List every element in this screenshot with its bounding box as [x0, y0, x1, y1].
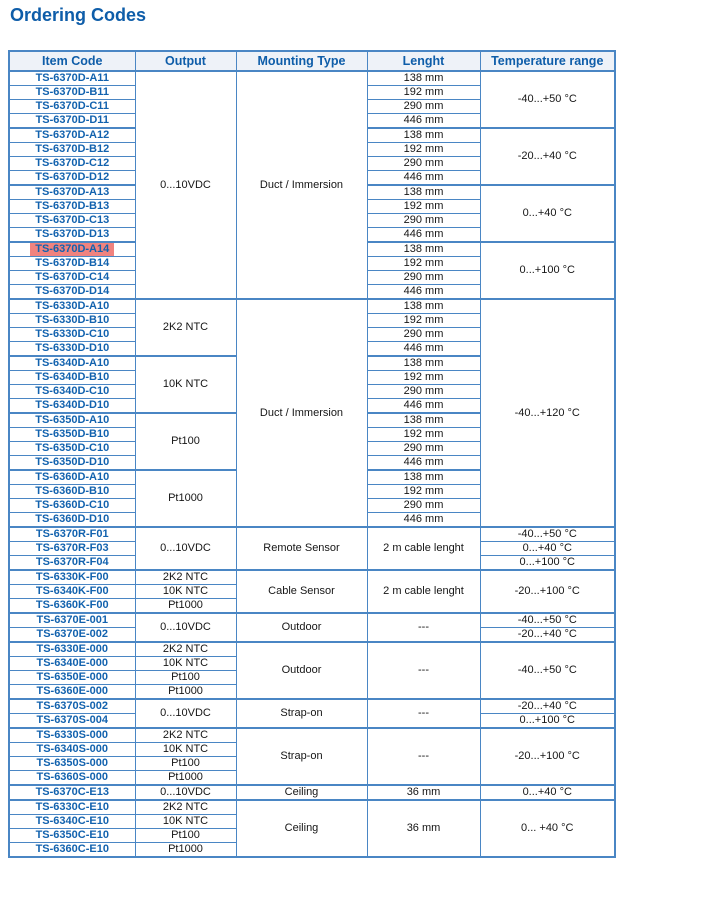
temp-cell: 0...+40 °C [480, 542, 615, 556]
code-cell: TS-6330D-A10 [9, 299, 135, 314]
output-cell: 10K NTC [135, 356, 236, 413]
mounting-cell: Strap-on [236, 699, 367, 728]
temp-cell: 0...+40 °C [480, 185, 615, 242]
code-cell: TS-6360D-D10 [9, 513, 135, 528]
code-cell: TS-6370R-F04 [9, 556, 135, 571]
code-cell: TS-6370D-B11 [9, 86, 135, 100]
code-cell: TS-6340C-E10 [9, 815, 135, 829]
code-cell: TS-6370D-D14 [9, 285, 135, 300]
code-cell: TS-6340E-000 [9, 657, 135, 671]
code-cell: TS-6340D-D10 [9, 399, 135, 414]
output-cell: 2K2 NTC [135, 299, 236, 356]
code-cell: TS-6370S-002 [9, 699, 135, 714]
length-cell: 192 mm [367, 485, 480, 499]
table-row [9, 570, 615, 585]
code-cell: TS-6350S-000 [9, 757, 135, 771]
table-row [9, 800, 615, 815]
length-cell: 290 mm [367, 328, 480, 342]
length-cell: --- [367, 613, 480, 642]
length-cell: 192 mm [367, 257, 480, 271]
length-cell: 290 mm [367, 157, 480, 171]
table-row [9, 527, 615, 542]
code-cell: TS-6370C-E13 [9, 785, 135, 800]
code-cell: TS-6370D-C13 [9, 214, 135, 228]
code-cell: TS-6340K-F00 [9, 585, 135, 599]
output-cell: Pt1000 [135, 470, 236, 527]
length-cell: 138 mm [367, 128, 480, 143]
temp-cell: -40...+50 °C [480, 642, 615, 699]
length-cell: 446 mm [367, 456, 480, 471]
code-cell: TS-6350D-B10 [9, 428, 135, 442]
code-cell: TS-6330C-E10 [9, 800, 135, 815]
code-cell: TS-6370R-F03 [9, 542, 135, 556]
code-cell: TS-6330D-D10 [9, 342, 135, 357]
output-cell: Pt100 [135, 671, 236, 685]
code-cell: TS-6370D-D12 [9, 171, 135, 186]
length-cell: 290 mm [367, 442, 480, 456]
length-cell: --- [367, 728, 480, 785]
length-cell: 446 mm [367, 342, 480, 357]
length-cell: 192 mm [367, 143, 480, 157]
length-cell: 192 mm [367, 428, 480, 442]
code-cell: TS-6340S-000 [9, 743, 135, 757]
code-cell: TS-6370D-A13 [9, 185, 135, 200]
length-cell: 192 mm [367, 371, 480, 385]
code-cell: TS-6330E-000 [9, 642, 135, 657]
output-cell: 10K NTC [135, 585, 236, 599]
mounting-cell: Cable Sensor [236, 570, 367, 613]
code-cell: TS-6330D-B10 [9, 314, 135, 328]
temp-cell: -40...+50 °C [480, 613, 615, 628]
output-cell: Pt100 [135, 829, 236, 843]
code-cell: TS-6370D-B12 [9, 143, 135, 157]
table-row [9, 728, 615, 743]
length-cell: 138 mm [367, 356, 480, 371]
table-row [9, 613, 615, 628]
column-header: Item Code [9, 51, 135, 71]
output-cell: 0...10VDC [135, 785, 236, 800]
table-row [9, 699, 615, 714]
code-cell: TS-6370D-D11 [9, 114, 135, 129]
code-cell: TS-6360S-000 [9, 771, 135, 786]
code-cell: TS-6370E-001 [9, 613, 135, 628]
mounting-cell: Outdoor [236, 642, 367, 699]
output-cell: 0...10VDC [135, 527, 236, 570]
page-title: Ordering Codes [10, 5, 147, 25]
mounting-cell: Duct / Immersion [236, 71, 367, 299]
column-header: Mounting Type [236, 51, 367, 71]
length-cell: 36 mm [367, 785, 480, 800]
mounting-cell: Ceiling [236, 800, 367, 857]
length-cell: 290 mm [367, 499, 480, 513]
ordering-codes-table [8, 50, 616, 858]
temp-cell: 0...+40 °C [480, 785, 615, 800]
length-cell: 290 mm [367, 214, 480, 228]
header-row [9, 51, 615, 71]
length-cell: 446 mm [367, 114, 480, 129]
length-cell: 138 mm [367, 470, 480, 485]
length-cell: --- [367, 642, 480, 699]
code-cell: TS-6370D-C12 [9, 157, 135, 171]
column-header: Output [135, 51, 236, 71]
output-cell: 2K2 NTC [135, 642, 236, 657]
temp-cell: 0...+100 °C [480, 242, 615, 299]
length-cell: 138 mm [367, 71, 480, 86]
code-cell: TS-6330K-F00 [9, 570, 135, 585]
length-cell: 446 mm [367, 399, 480, 414]
output-cell: 0...10VDC [135, 613, 236, 642]
temp-cell: -20...+40 °C [480, 699, 615, 714]
output-cell: 10K NTC [135, 657, 236, 671]
column-header: Temperature range [480, 51, 615, 71]
code-cell: TS-6360D-A10 [9, 470, 135, 485]
code-cell: TS-6340D-A10 [9, 356, 135, 371]
code-cell: TS-6350E-000 [9, 671, 135, 685]
code-cell: TS-6370D-B14 [9, 257, 135, 271]
temp-cell: 0... +40 °C [480, 800, 615, 857]
length-cell: 138 mm [367, 185, 480, 200]
code-cell: TS-6370R-F01 [9, 527, 135, 542]
code-cell: TS-6370D-C11 [9, 100, 135, 114]
length-cell: 2 m cable lenght [367, 527, 480, 570]
output-cell: 10K NTC [135, 743, 236, 757]
code-cell: TS-6350D-A10 [9, 413, 135, 428]
temp-cell: -20...+40 °C [480, 628, 615, 643]
length-cell: 138 mm [367, 299, 480, 314]
output-cell: Pt1000 [135, 771, 236, 786]
output-cell: Pt100 [135, 757, 236, 771]
mounting-cell: Outdoor [236, 613, 367, 642]
code-cell: TS-6370E-002 [9, 628, 135, 643]
code-cell: TS-6360D-B10 [9, 485, 135, 499]
temp-cell: 0...+100 °C [480, 556, 615, 571]
highlighted-item-code: TS-6370D-A14 [30, 243, 114, 256]
code-cell: TS-6360K-F00 [9, 599, 135, 614]
code-cell: TS-6370S-004 [9, 714, 135, 729]
output-cell: 10K NTC [135, 815, 236, 829]
output-cell: 2K2 NTC [135, 728, 236, 743]
table-row [9, 642, 615, 657]
temp-cell: -40...+50 °C [480, 527, 615, 542]
code-cell: TS-6350D-D10 [9, 456, 135, 471]
code-cell: TS-6350C-E10 [9, 829, 135, 843]
length-cell: 192 mm [367, 86, 480, 100]
code-cell: TS-6370D-C14 [9, 271, 135, 285]
temp-cell: -40...+120 °C [480, 299, 615, 527]
length-cell: 192 mm [367, 314, 480, 328]
length-cell: 138 mm [367, 413, 480, 428]
table-row [9, 785, 615, 800]
temp-cell: -40...+50 °C [480, 71, 615, 128]
length-cell: 36 mm [367, 800, 480, 857]
code-cell: TS-6370D-A11 [9, 71, 135, 86]
length-cell: 2 m cable lenght [367, 570, 480, 613]
output-cell: Pt100 [135, 413, 236, 470]
length-cell: 290 mm [367, 385, 480, 399]
length-cell: 446 mm [367, 228, 480, 243]
mounting-cell: Strap-on [236, 728, 367, 785]
code-cell: TS-6350D-C10 [9, 442, 135, 456]
temp-cell: 0...+100 °C [480, 714, 615, 729]
length-cell: 290 mm [367, 271, 480, 285]
table-row [9, 71, 615, 86]
output-cell: 2K2 NTC [135, 570, 236, 585]
code-cell: TS-6360D-C10 [9, 499, 135, 513]
code-cell: TS-6370D-A12 [9, 128, 135, 143]
code-cell: TS-6370D-D13 [9, 228, 135, 243]
length-cell: 446 mm [367, 171, 480, 186]
output-cell: 0...10VDC [135, 71, 236, 299]
code-cell: TS-6330S-000 [9, 728, 135, 743]
code-cell: TS-6340D-C10 [9, 385, 135, 399]
length-cell: 138 mm [367, 242, 480, 257]
code-cell: TS-6340D-B10 [9, 371, 135, 385]
code-cell: TS-6360E-000 [9, 685, 135, 700]
output-cell: Pt1000 [135, 685, 236, 700]
table-row [9, 299, 615, 314]
column-header: Lenght [367, 51, 480, 71]
length-cell: 446 mm [367, 285, 480, 300]
length-cell: 290 mm [367, 100, 480, 114]
output-cell: Pt1000 [135, 843, 236, 858]
output-cell: 2K2 NTC [135, 800, 236, 815]
output-cell: 0...10VDC [135, 699, 236, 728]
mounting-cell: Duct / Immersion [236, 299, 367, 527]
temp-cell: -20...+100 °C [480, 728, 615, 785]
length-cell: 446 mm [367, 513, 480, 528]
output-cell: Pt1000 [135, 599, 236, 614]
length-cell: --- [367, 699, 480, 728]
mounting-cell: Ceiling [236, 785, 367, 800]
code-cell: TS-6330D-C10 [9, 328, 135, 342]
length-cell: 192 mm [367, 200, 480, 214]
mounting-cell: Remote Sensor [236, 527, 367, 570]
table-body [9, 71, 615, 857]
code-cell: TS-6370D-B13 [9, 200, 135, 214]
code-cell [9, 242, 135, 257]
temp-cell: -20...+100 °C [480, 570, 615, 613]
temp-cell: -20...+40 °C [480, 128, 615, 185]
code-cell: TS-6360C-E10 [9, 843, 135, 858]
